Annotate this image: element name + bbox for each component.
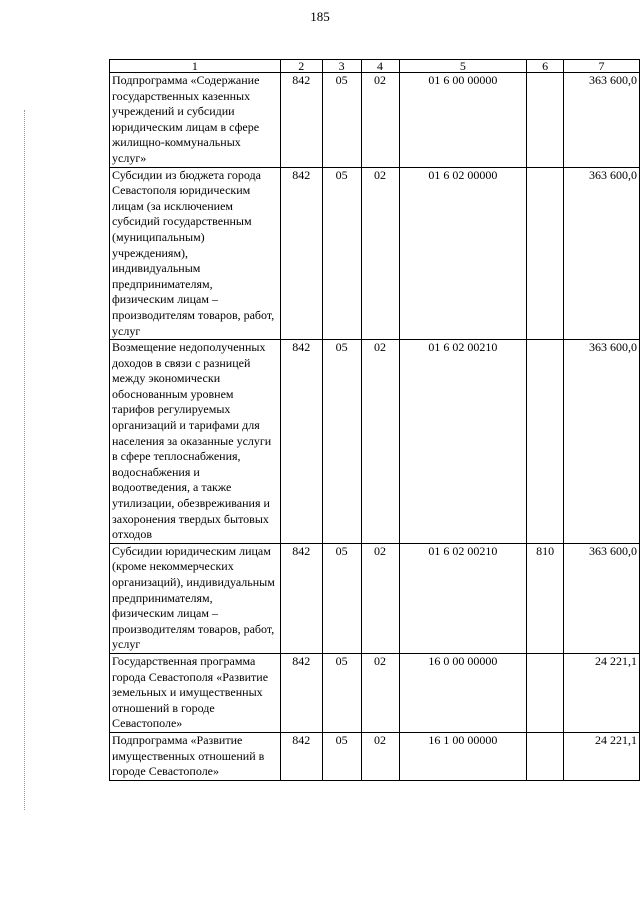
subsection-code-cell: 02 — [361, 167, 399, 340]
table-row — [110, 543, 640, 653]
target-article-cell: 01 6 02 00210 — [399, 543, 527, 653]
ministry-code-cell: 842 — [280, 73, 322, 168]
ministry-code-cell: 842 — [280, 543, 322, 653]
budget-table — [109, 59, 640, 781]
target-article-cell: 16 1 00 00000 — [399, 732, 527, 780]
scan-artifact-line — [24, 110, 25, 810]
subsection-code-cell: 02 — [361, 543, 399, 653]
row-name-cell: Государственная программа города Севастополя «Развитие земельных и имущественных отношений в городе Севастополе» — [110, 653, 281, 732]
row-name-cell: Возмещение недополученных доходов в связи с разницей между экономически обоснованным уровнем тарифов регулируемых организаций и тарифами для населения за оказанные услуги в сфере теплоснабжения, водоснабжения и водоотведения, а также утилизации, обезвреживания и захоронения твердых бытовых отходов — [110, 340, 281, 544]
expense-type-cell — [527, 340, 564, 544]
expense-type-cell — [527, 732, 564, 780]
row-name-cell: Подпрограмма «Содержание государственных казенных учреждений и субсидии юридическим лицам в сфере жилищно-коммунальных услуг» — [110, 73, 281, 168]
table-row — [110, 732, 640, 780]
subsection-code-cell: 02 — [361, 653, 399, 732]
section-code-cell: 05 — [322, 543, 361, 653]
subsection-code-cell: 02 — [361, 340, 399, 544]
amount-cell: 363 600,0 — [564, 73, 640, 168]
ministry-code-cell: 842 — [280, 732, 322, 780]
table-header-row — [110, 60, 640, 73]
amount-cell: 24 221,1 — [564, 653, 640, 732]
row-name-cell: Субсидии из бюджета города Севастополя юридическим лицам (за исключением субсидий государственным (муниципальным) учреждениям), индивидуальным предпринимателям, физическим лицам – производителям товаров, работ, услуг — [110, 167, 281, 340]
expense-type-cell — [527, 653, 564, 732]
header-cell: 3 — [322, 60, 361, 73]
header-cell: 2 — [280, 60, 322, 73]
amount-cell: 24 221,1 — [564, 732, 640, 780]
amount-cell: 363 600,0 — [564, 543, 640, 653]
expense-type-cell: 810 — [527, 543, 564, 653]
subsection-code-cell: 02 — [361, 732, 399, 780]
ministry-code-cell: 842 — [280, 167, 322, 340]
section-code-cell: 05 — [322, 653, 361, 732]
section-code-cell: 05 — [322, 73, 361, 168]
table-row — [110, 653, 640, 732]
table-row — [110, 73, 640, 168]
target-article-cell: 01 6 02 00210 — [399, 340, 527, 544]
header-cell: 1 — [110, 60, 281, 73]
amount-cell: 363 600,0 — [564, 340, 640, 544]
target-article-cell: 01 6 02 00000 — [399, 167, 527, 340]
row-name-cell: Субсидии юридическим лицам (кроме некоммерческих организаций), индивидуальным предпринимателям, физическим лицам – производителям товаров, работ, услуг — [110, 543, 281, 653]
row-name-cell: Подпрограмма «Развитие имущественных отношений в городе Севастополе» — [110, 732, 281, 780]
table-row — [110, 340, 640, 544]
ministry-code-cell: 842 — [280, 653, 322, 732]
target-article-cell: 01 6 00 00000 — [399, 73, 527, 168]
section-code-cell: 05 — [322, 167, 361, 340]
ministry-code-cell: 842 — [280, 340, 322, 544]
expense-type-cell — [527, 73, 564, 168]
page-number: 185 — [310, 9, 330, 24]
table-row — [110, 167, 640, 340]
header-cell: 5 — [399, 60, 527, 73]
header-cell: 7 — [564, 60, 640, 73]
section-code-cell: 05 — [322, 340, 361, 544]
header-cell: 6 — [527, 60, 564, 73]
expense-type-cell — [527, 167, 564, 340]
header-cell: 4 — [361, 60, 399, 73]
subsection-code-cell: 02 — [361, 73, 399, 168]
amount-cell: 363 600,0 — [564, 167, 640, 340]
target-article-cell: 16 0 00 00000 — [399, 653, 527, 732]
section-code-cell: 05 — [322, 732, 361, 780]
